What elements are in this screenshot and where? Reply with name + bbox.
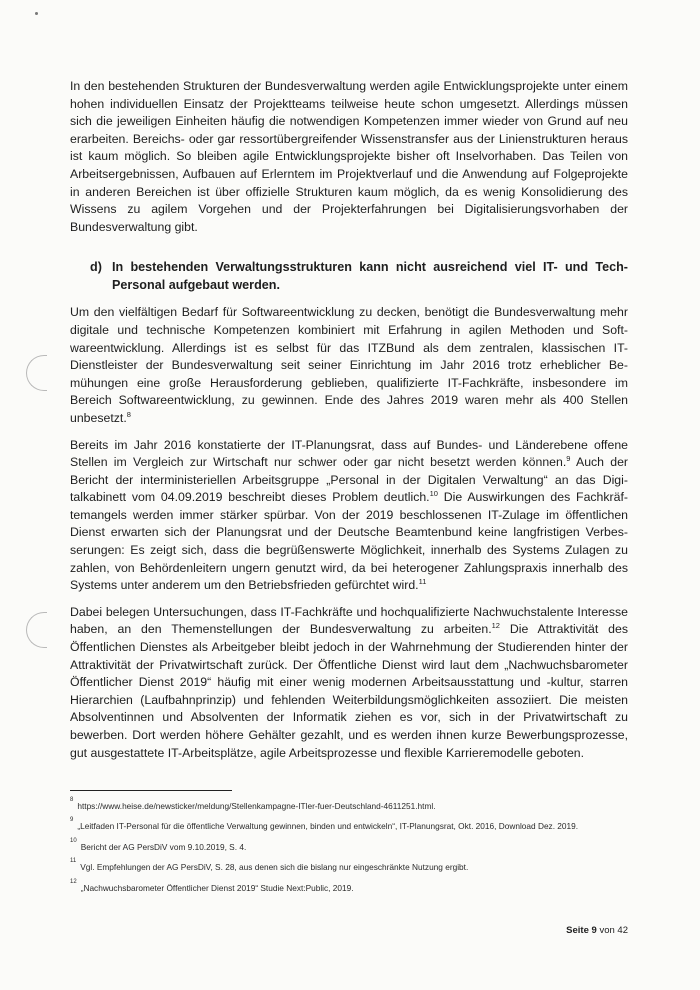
footnote-8 [70, 797, 630, 812]
section-title: In bestehenden Verwaltungsstrukturen kann nicht ausreichend viel IT- und Tech-Personal aufgebaut werden. [112, 260, 628, 293]
paragraph-text: Um den vielfältigen Bedarf für Softwareentwicklung zu decken, benötigt die Bundesverwaltung mehr digitale und technische Kompetenzen kombiniert mit Erfahrung in agilen Methoden und Softwareentwicklung. Allerdings ist es selbst für das ITZBund als dem zentralen, klassischen IT-Dienstleister der Bundesverwaltung seit seiner Einrichtung im Jahr 2016 trotz erheblicher Bemühungen eine große Herausforderung geblieben, qualifizierte IT-Fachkräfte, insbesondere im Bereich Softwareentwicklung, zu gewinnen. Ende des Jahres 2019 waren mehr als 400 Stellen unbesetzt. [70, 305, 628, 425]
paragraph-2 [70, 437, 628, 595]
footnote-text: Bericht der AG PersDiV vom 9.10.2019, S. 4. [80, 841, 247, 852]
footnote-number: 12 [70, 878, 77, 885]
footnote-number: 10 [70, 837, 77, 844]
footnote-ref[interactable]: 9 [566, 454, 571, 463]
punch-hole-mark [26, 612, 47, 648]
paragraph-intro: In den bestehenden Strukturen der Bundesverwaltung werden agile Entwicklungsprojekte unter einem hohen individuellen Einsatz der Projektteams teilweise heute schon umgesetzt. Allerdings müssen sich die jeweiligen Einheiten häufig die notwendigen Kompetenzen immer wieder von Grund auf neu erarbeiten. Bereichs- oder gar ressortübergreifender Wissenstransfer aus der Linienstrukturen heraus ist kaum möglich. So bleiben agile Entwicklungsprojekte bisher oft Inselvorhaben. Das Teilen von Arbeitsergebnissen, Aufbauen auf Erlerntem im Projektverlauf und die Anwendung auf Folgeprojekte in anderen Bereichen ist über offizielle Strukturen kaum möglich, da es wenig Konsolidierung des Wissens zu agilem Vorgehen und der Projekterfahrungen bei Digitalisierungsvorhaben der Bundesverwaltung gibt. [70, 79, 628, 234]
footnote-text: „Nachwuchsbarometer Öffentlicher Dienst 2019“ Studie Next:Public, 2019. [80, 882, 354, 893]
section-heading [70, 258, 628, 294]
footnote-ref[interactable]: 10 [429, 489, 438, 499]
footnote-divider [70, 790, 232, 791]
main-text [70, 78, 628, 771]
page-label: Seite [566, 925, 589, 936]
paragraph-text: Auch der Bericht der interministeriellen Arbeitsgruppe „Personal in der Digitalen Verwaltung“ an das Digitalkabinett vom 04.09.2019 beschreibt dieses Problem deutlich. [70, 455, 629, 505]
footnote-ref[interactable]: 12 [491, 621, 500, 631]
footnote-text[interactable]: https://www.heise.de/newsticker/meldung/Stellenkampagne-ITler-fuer-Deutschland-4611251.html. [77, 801, 436, 811]
footnote-12 [70, 878, 630, 894]
footnote-number: 9 [70, 817, 74, 824]
footnote-ref[interactable]: 11 [418, 577, 427, 587]
scan-dot [35, 12, 38, 15]
footnote-number: 8 [70, 797, 74, 803]
footnote-9 [70, 817, 630, 832]
section-number: d) [90, 260, 102, 275]
footnote-text: „Leitfaden IT-Personal für die öffentliche Verwaltung gewinnen, binden und entwickeln“, IT-Planungsrat, Okt. 2016, Download Dez. 2019. [77, 821, 579, 832]
punch-hole-mark [26, 355, 47, 391]
page-of-label: von [599, 925, 615, 936]
page-number [566, 925, 628, 936]
paragraph-3 [70, 604, 628, 762]
footnote-10 [70, 837, 630, 853]
footnote-number: 11 [70, 858, 77, 865]
page-total: 42 [617, 925, 628, 936]
page-current: 9 [591, 925, 597, 936]
paragraph-text: Die Attraktivität des Öffentlichen Dienstes als Arbeitgeber bleibt jedoch in der Wahrnehmung der Studierenden hinter der Attraktivität der Privatwirtschaft zurück. Der Öffentliche Dienst wird laut dem „Nachwuchsbarometer Öffentlicher Dienst 2019“ häufig mit einer wenig modernen Arbeitsausstattung und -kultur, starren Hierarchien (Laufbahnprinzip) und fehlenden Weiterbildungsmöglichkeiten assoziiert. Die meisten Absolventinnen und Absolventen der Informatik ziehen es vor, sich in der Privatwirtschaft zu bewerben. Dort werden höhere Gehälter gezahlt, und es werden ihnen kurze Bewerbungsprozesse, gut ausgestattete IT-Arbeitsplätze, agile Arbeitsprozesse und flexible Karrieremodelle geboten. [70, 622, 628, 760]
paragraph-1 [70, 304, 628, 427]
paragraph-text: Die Auswirkungen des Fachkräftemangels werden immer stärker spürbar. Von der 2019 beschlossenen IT-Zulage im öffentlichen Dienst erwarten sich der Planungsrat und der Deutsche Beamtenbund keine langfristigen Verbesserungen: Es zeigt sich, dass die begrüßenswerte Möglichkeit, innerhalb des Systems Zulagen zu zahlen, von Behördenleitern ungern genutzt wird, da bei heterogener Zahlungspraxis innerhalb des Systems unter anderem um den Betriebsfrieden gefürchtet wird. [70, 490, 629, 593]
footnote-ref[interactable]: 8 [126, 409, 131, 419]
footnotes [70, 797, 630, 902]
paragraph-text: Dabei belegen Untersuchungen, dass IT-Fachkräfte und hochqualifizierte Nachwuchstalente Interesse haben, an den Themenstellungen der Bundesverwaltung zu arbeiten. [70, 604, 628, 637]
footnote-text: Vgl. Empfehlungen der AG PersDiV, S. 28, aus denen sich die bislang nur eingeschränkte Nutzung ergibt. [80, 862, 469, 873]
paragraph-text: Bereits im Jahr 2016 konstatierte der IT-Planungsrat, dass auf Bundes- und Länderebene offene Stellen im Vergleich zur Wirtschaft nur schwer oder gar nicht besetzt werden können. [70, 437, 628, 470]
footnote-11 [70, 858, 630, 873]
